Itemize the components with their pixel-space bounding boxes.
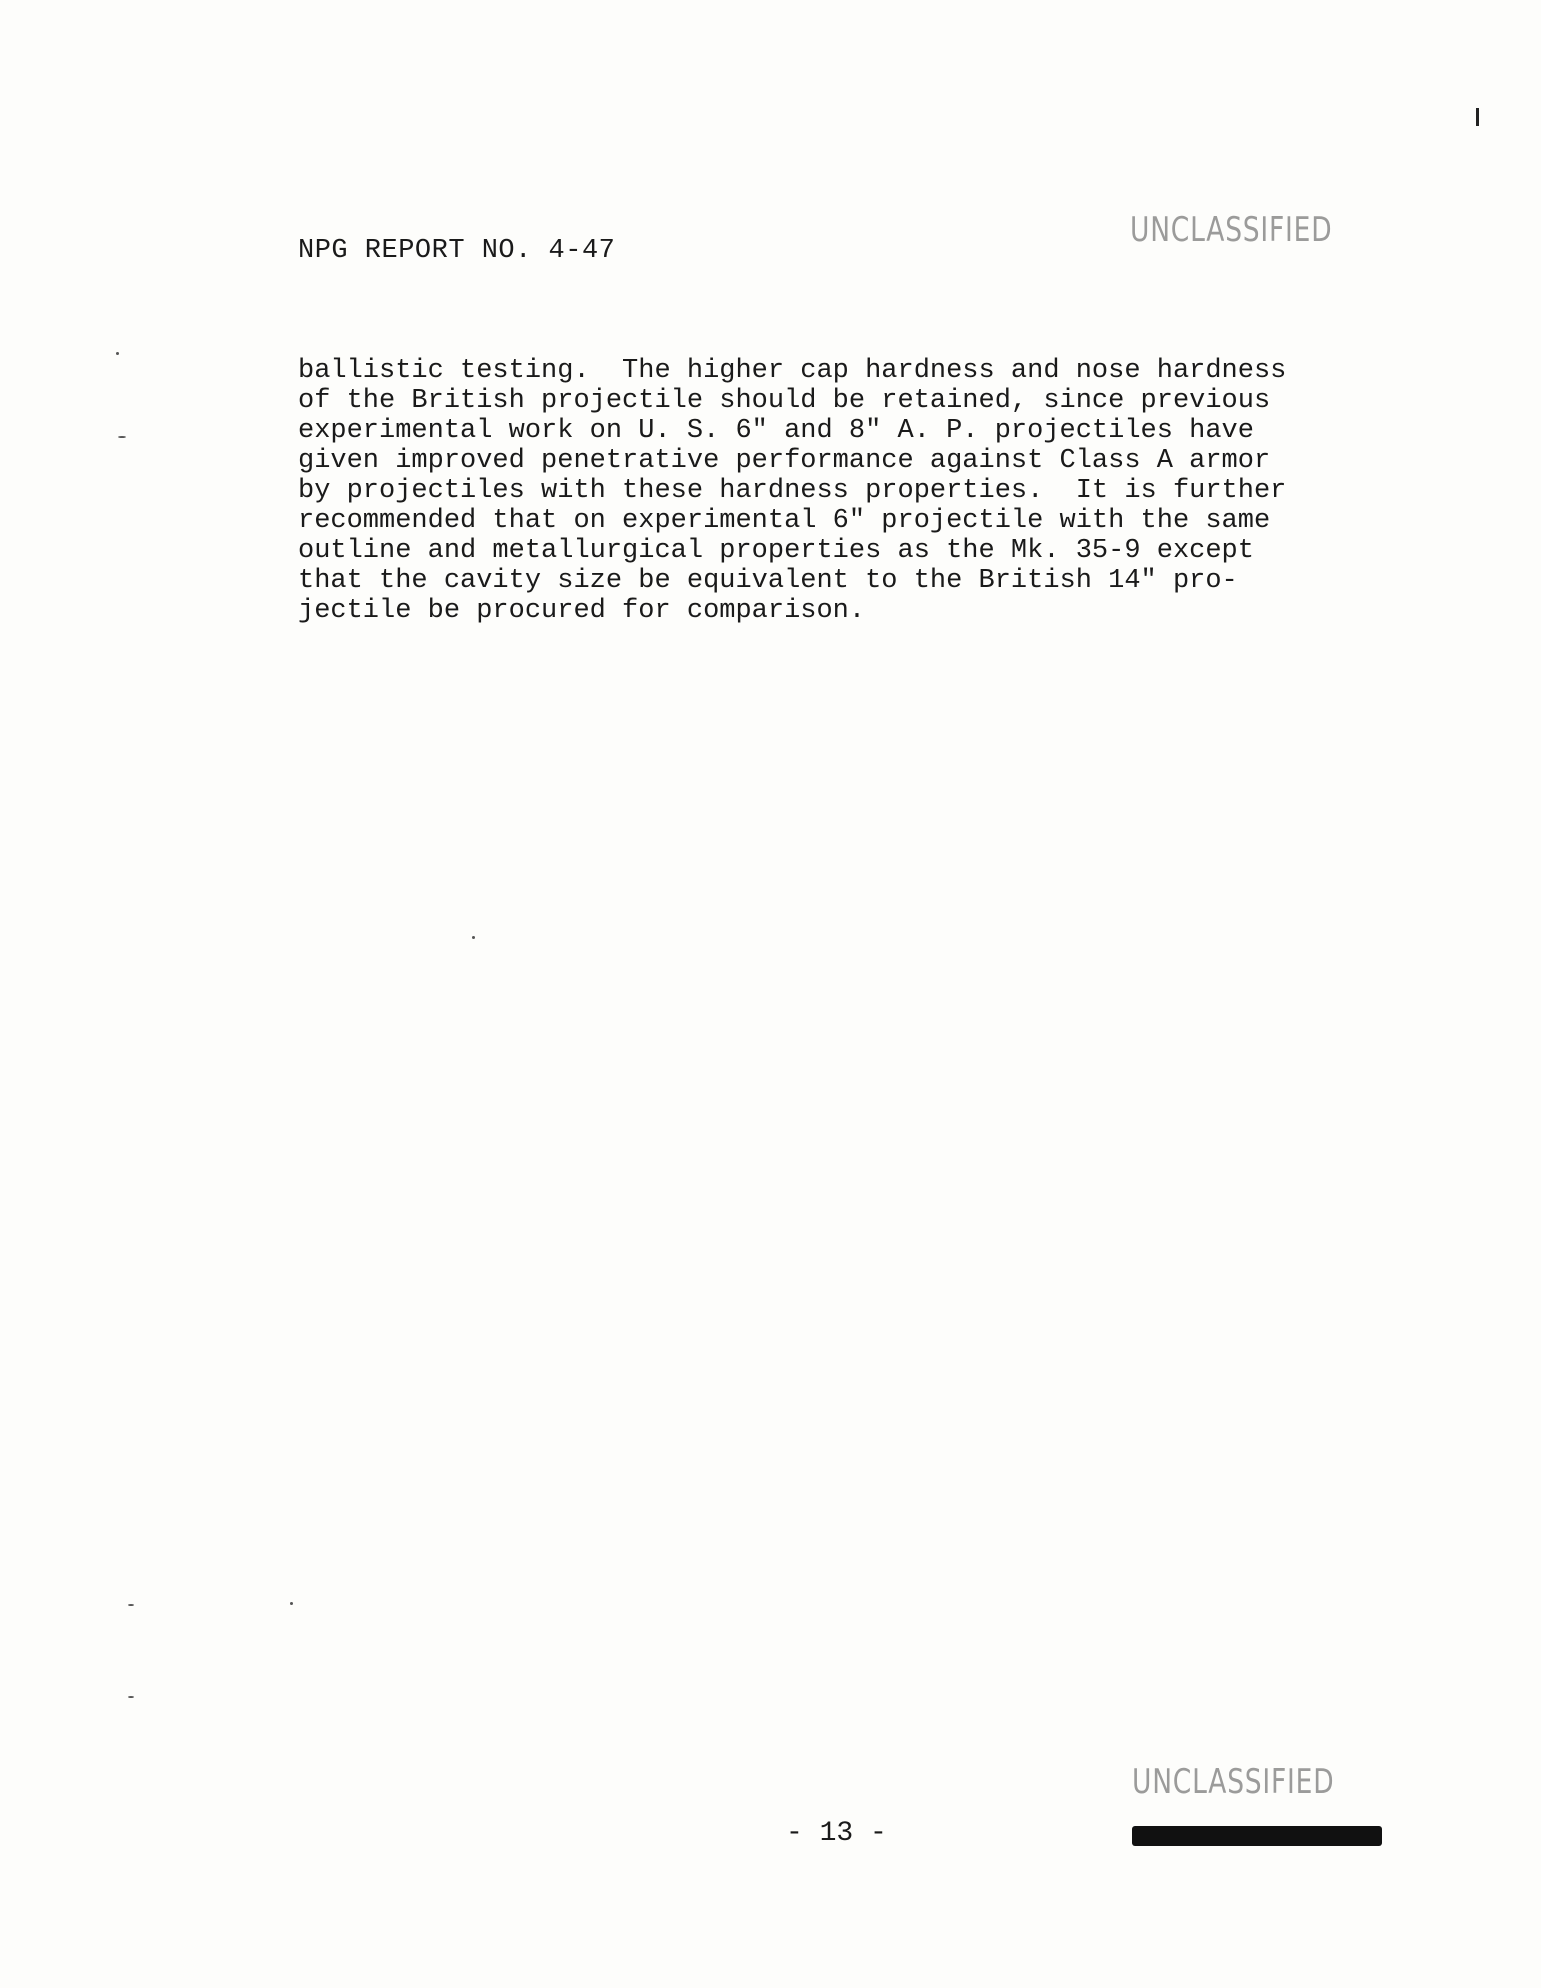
- body-line: given improved penetrative performance against Class A armor: [298, 446, 1271, 476]
- body-line: by projectiles with these hardness properties. It is further: [298, 476, 1287, 506]
- unclassified-stamp-bottom: UNCLASSIFIED: [1132, 1762, 1335, 1802]
- scan-speck: [116, 352, 119, 355]
- redaction-bar: [1132, 1826, 1382, 1846]
- body-line: experimental work on U. S. 6" and 8" A. P. projectiles have: [298, 416, 1254, 446]
- body-line: outline and metallurgical properties as the Mk. 35-9 except: [298, 536, 1254, 566]
- scan-edge-mark: [1476, 108, 1479, 126]
- body-line: that the cavity size be equivalent to the British 14" pro-: [298, 566, 1238, 596]
- report-number-header: NPG REPORT NO. 4-47: [298, 236, 616, 266]
- scan-speck: [128, 1604, 134, 1606]
- body-line: recommended that on experimental 6" projectile with the same: [298, 506, 1271, 536]
- scan-speck: [118, 436, 126, 438]
- scan-speck: [290, 1602, 293, 1605]
- unclassified-stamp-top: UNCLASSIFIED: [1130, 210, 1333, 250]
- body-line: ballistic testing. The higher cap hardness and nose hardness: [298, 356, 1287, 386]
- body-line: jectile be procured for comparison.: [298, 596, 866, 626]
- body-paragraph: [298, 356, 1408, 626]
- page-number: - 13 -: [786, 1818, 887, 1849]
- body-line: of the British projectile should be retained, since previous: [298, 386, 1271, 416]
- scan-speck: [472, 936, 475, 939]
- scan-speck: [128, 1696, 134, 1698]
